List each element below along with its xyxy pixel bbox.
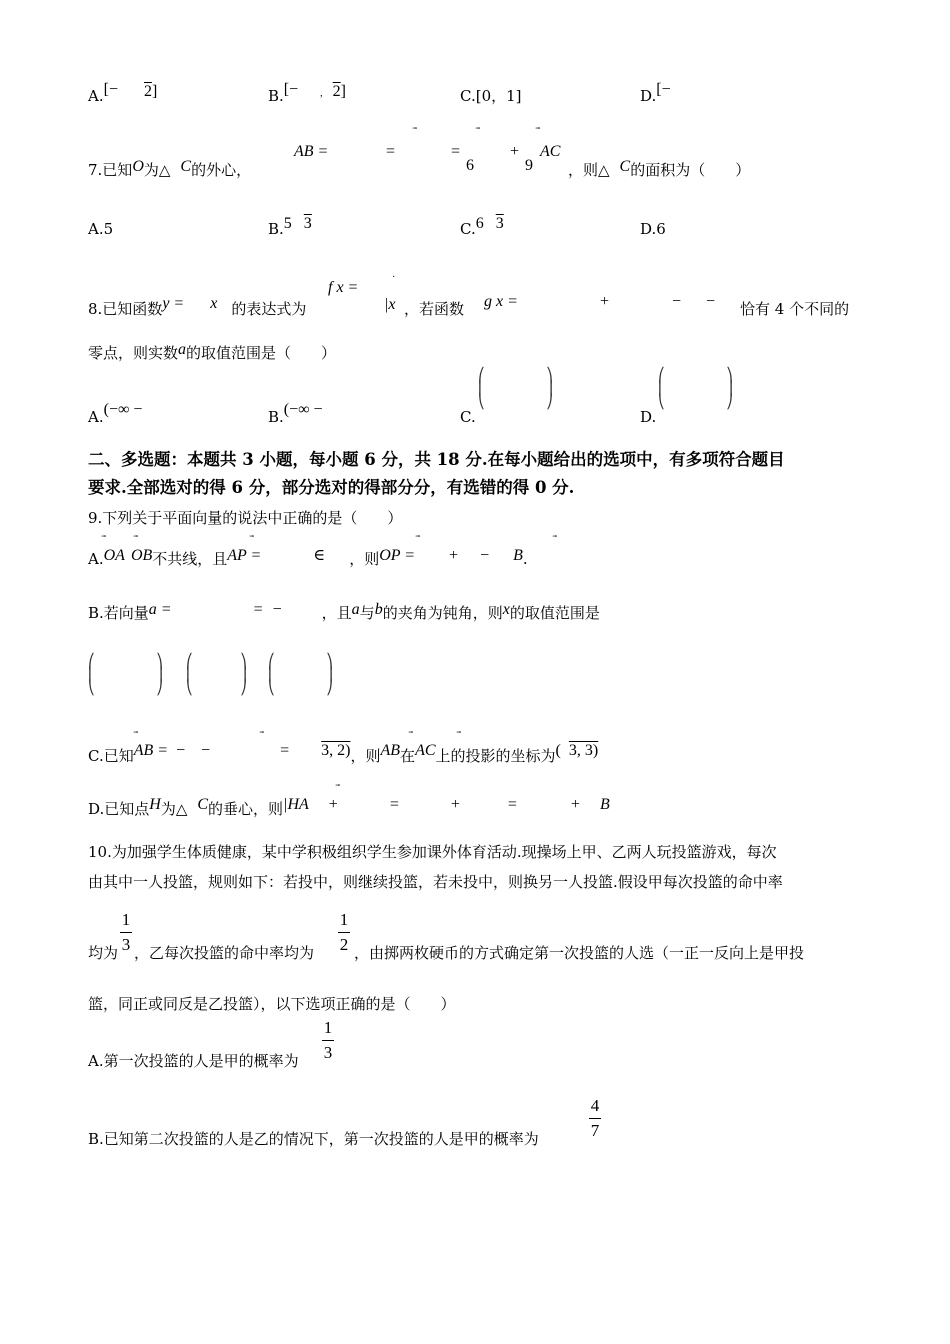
q10-line4: 篮，同正或同反是乙投篮），以下选项正确的是（ ） — [88, 995, 456, 1013]
option-num: 6 — [475, 215, 484, 232]
q9-option-a — [88, 549, 528, 570]
math-a-eq: a = — [148, 601, 172, 618]
math-b: B — [599, 796, 610, 813]
q7-option-d: D.6 — [640, 220, 666, 238]
math-abs-x: |x — [384, 296, 396, 313]
text: ，则 — [350, 747, 381, 765]
q6-option-b — [268, 81, 346, 109]
option-label: A. — [88, 87, 104, 105]
big-paren-right: ⎞ ⎟ ⎠ — [240, 655, 247, 696]
option-root: 2 — [143, 83, 152, 100]
math-plus: + — [510, 143, 520, 160]
math-o: O — [132, 158, 144, 175]
frac-num: 1 — [339, 910, 349, 929]
q8-option-a — [88, 401, 143, 428]
q7-stem-start — [88, 160, 251, 181]
math-ab: AB — [380, 742, 401, 759]
math-nine: 9 — [525, 157, 533, 174]
q10-option-b: B.已知第二次投篮的人是乙的情况下，第一次投篮的人是甲的概率为 — [88, 1130, 539, 1148]
math-b: b — [374, 601, 383, 618]
q9-option-b — [88, 603, 600, 624]
frac-den: 3 — [323, 1043, 333, 1062]
math-ha: |HA — [283, 796, 309, 813]
q7-option-c — [460, 215, 504, 240]
math-oa: OA — [103, 547, 125, 564]
q9-stem: 9.下列关于平面向量的说法中正确的是（ ） — [88, 509, 403, 527]
frac-num: 1 — [121, 910, 131, 929]
big-paren-right: ⎞ ⎟ ⎠ — [546, 369, 553, 410]
frac-bar — [322, 1040, 334, 1041]
math-b: B — [513, 547, 523, 564]
q10-line1: 10.为加强学生体质健康，某中学积极组织学生参加课外体育活动.现操场上甲、乙两人玩投篮游戏，每次 — [88, 843, 777, 861]
option-label: B. — [268, 408, 284, 426]
option-expr: [− — [656, 81, 671, 98]
big-paren-left: ⎛ ⎜ ⎝ — [88, 655, 95, 696]
section-heading-line2: 要求.全部选对的得 6 分，部分选对的得部分分，有选错的得 0 分. — [88, 478, 575, 497]
frac-den: 7 — [590, 1121, 600, 1140]
math-plus: + — [600, 293, 610, 310]
math-c: C — [197, 796, 209, 813]
q6-option-d — [640, 81, 671, 107]
option-num: 5 — [283, 215, 292, 232]
math-minus: − — [176, 742, 186, 759]
frac-den: 3 — [121, 935, 131, 954]
text: 均为 — [88, 944, 119, 962]
option-label: D. — [640, 87, 657, 105]
text: 的表达式为 — [231, 300, 307, 318]
math-minus: − — [201, 742, 211, 759]
option-close: ] — [151, 83, 158, 100]
math-eq: = — [253, 601, 263, 618]
math-minus: − — [272, 601, 282, 618]
math-a: a — [351, 601, 360, 618]
math-ob: OB — [130, 547, 153, 564]
text: 的垂心，则 — [208, 800, 284, 818]
text: 7.已知 — [88, 161, 133, 179]
math-eq: = — [389, 796, 399, 813]
text: ，则△ — [568, 161, 610, 179]
math-paren: ( — [555, 742, 561, 759]
text: 恰有 4 个不同的 — [740, 300, 850, 318]
q8-option-b — [268, 401, 323, 428]
big-paren-left: ⎛ ⎜ ⎝ — [478, 369, 485, 410]
option-label: A. — [88, 408, 104, 426]
math-plus: + — [570, 796, 580, 813]
text: 的面积为（ ） — [630, 161, 751, 179]
math-eq: = — [280, 742, 290, 759]
math-op-eq: OP = — [379, 547, 416, 564]
math-minus: − — [480, 547, 490, 564]
math-c-answer: 3, 3) — [568, 742, 599, 759]
q8-stem-b — [88, 343, 336, 364]
option-expr: [− — [283, 81, 299, 98]
frac-num: 1 — [323, 1018, 333, 1037]
text: 在 — [400, 747, 416, 765]
text: ，乙每次投篮的命中率均为 — [134, 944, 315, 962]
option-root: 3 — [495, 215, 504, 232]
text: B.若向量 — [88, 604, 149, 622]
q7-stem-end — [568, 160, 750, 181]
math-fx: f x = — [328, 279, 359, 296]
q9-option-d — [88, 796, 610, 820]
big-paren-left: ⎛ ⎜ ⎝ — [268, 655, 275, 696]
math-c-value: 3, 2) — [321, 742, 351, 759]
math-eq: = — [507, 796, 517, 813]
text: ，且 — [321, 604, 352, 622]
option-label: A. — [88, 550, 104, 568]
frac-bar — [338, 932, 350, 933]
option-expr: (−∞ − — [283, 401, 323, 418]
math-h: H — [149, 796, 161, 813]
math-ac: AC — [415, 742, 436, 759]
frac-den: 2 — [339, 935, 349, 954]
big-paren-right: ⎞ ⎟ ⎠ — [726, 369, 733, 410]
text: 不共线，且 — [152, 550, 228, 568]
text: . — [522, 550, 528, 568]
math-dot: · — [392, 272, 396, 283]
option-close: ] — [340, 83, 346, 100]
q7-option-b — [268, 215, 312, 240]
option-label: B. — [268, 87, 284, 105]
q8-option-d: D. — [640, 408, 657, 426]
option-comma: , — [320, 88, 323, 99]
math-eq: = — [386, 143, 396, 160]
math-c: C — [619, 158, 631, 175]
math-ac: AC — [540, 143, 561, 160]
text: 的夹角为钝角，则 — [382, 604, 503, 622]
q9-option-c — [88, 742, 599, 767]
math-six: 6 — [466, 157, 474, 174]
q6-option-c: C.[0，1] — [460, 87, 522, 105]
q6-option-a — [88, 81, 158, 107]
big-paren-left: ⎛ ⎜ ⎝ — [658, 369, 665, 410]
big-paren-left: ⎛ ⎜ ⎝ — [186, 655, 193, 696]
option-expr: [− — [103, 81, 118, 98]
math-x: x — [502, 601, 510, 618]
big-paren-right: ⎞ ⎟ ⎠ — [156, 655, 163, 696]
frac-num: 4 — [590, 1096, 600, 1115]
math-eq: = — [451, 143, 461, 160]
math-ab-eq: AB = — [294, 143, 329, 160]
text: 的取值范围是 — [509, 604, 600, 622]
math-minus: − — [706, 293, 716, 310]
text: ，由掷两枚硬币的方式确定第一次投篮的人选（一正一反向上是甲投 — [354, 944, 805, 962]
q10-option-a: A.第一次投篮的人是甲的概率为 — [88, 1052, 299, 1070]
option-root: 3 — [303, 215, 312, 232]
text: ，则 — [349, 550, 380, 568]
q8-option-c: C. — [460, 408, 476, 426]
fraction-a — [322, 1018, 334, 1063]
text: C.已知 — [88, 747, 134, 765]
text: 为△ — [143, 161, 171, 179]
text: 上的投影的坐标为 — [435, 747, 556, 765]
text: ，若函数 — [404, 300, 465, 318]
frac-bar — [120, 932, 132, 933]
fraction-one-third — [120, 910, 132, 955]
q8-stem-a — [88, 295, 307, 320]
big-paren-right: ⎞ ⎟ ⎠ — [326, 655, 333, 696]
option-expr: (−∞ − — [103, 401, 143, 418]
text: 零点，则实数 — [88, 344, 179, 362]
fraction-one-half — [338, 910, 350, 955]
text: 8.已知函数 — [88, 300, 163, 318]
math-gx: g x = — [484, 293, 518, 310]
math-ap-eq: AP = — [227, 547, 262, 564]
math-x: x — [210, 295, 218, 312]
text: 与 — [359, 604, 375, 622]
fraction-b — [589, 1096, 601, 1141]
math-ab-eq: AB = — [133, 742, 169, 759]
text: 为△ — [160, 800, 188, 818]
math-plus: + — [450, 796, 460, 813]
math-c: C — [180, 158, 192, 175]
math-in: ∈ — [313, 547, 326, 564]
text: D.已知点 — [88, 800, 150, 818]
q10-line2: 由其中一人投篮，规则如下：若投中，则继续投篮，若未投中，则换另一人投篮.假设甲每次投篮的命中率 — [88, 873, 783, 891]
section-heading-line1: 二、多选题：本题共 3 小题，每小题 6 分，共 18 分.在每小题给出的选项中，有多项符合题目 — [88, 450, 785, 469]
math-minus: − — [672, 293, 682, 310]
option-root: 2 — [332, 83, 341, 100]
math-plus: + — [328, 796, 338, 813]
q7-option-a: A.5 — [88, 220, 114, 238]
math-y-eq: y = — [162, 295, 185, 312]
option-label: C. — [460, 220, 476, 238]
math-plus: + — [449, 547, 459, 564]
math-a: a — [178, 341, 187, 358]
frac-bar — [589, 1118, 601, 1119]
option-label: B. — [268, 220, 284, 238]
text: 的外心， — [191, 161, 252, 179]
text: 的取值范围是（ ） — [186, 344, 337, 362]
